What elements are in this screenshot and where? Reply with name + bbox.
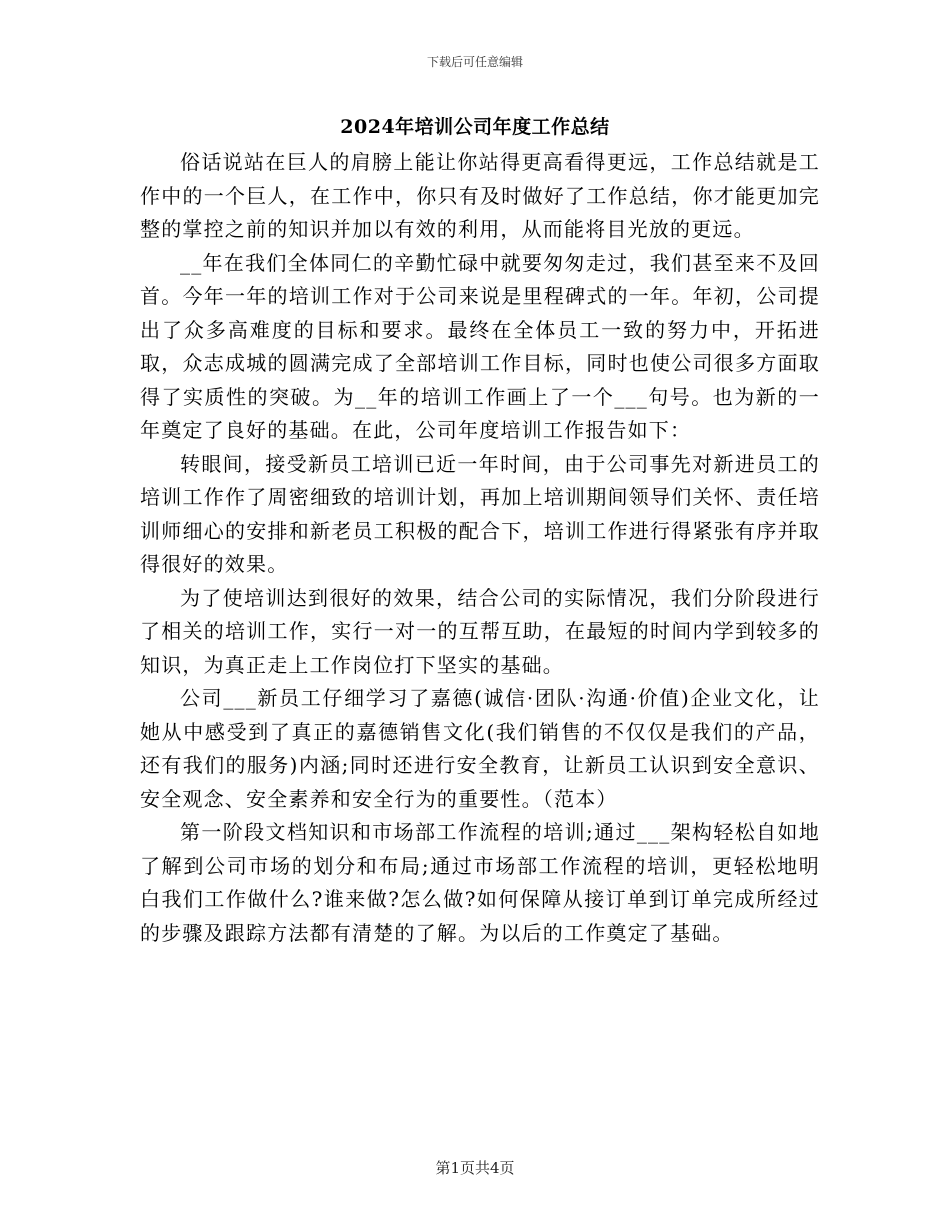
page-number: 第1页共4页 (435, 1159, 515, 1177)
paragraph: 为了使培训达到很好的效果，结合公司的实际情况，我们分阶段进行了相关的培训工作，实行一对一的互帮互助，在最短的时间内学到较多的知识，为真正走上工作岗位打下坚实的基础。 (140, 585, 820, 677)
document-title: 2024年培训公司年度工作总结 (340, 116, 610, 138)
paragraph: __年在我们全体同仁的辛勤忙碌中就要匆匆走过，我们甚至来不及回首。今年一年的培训工作对于公司来说是里程碑式的一年。年初，公司提出了众多高难度的目标和要求。最终在全体员工一致的努力中，开拓进取，众志成城的圆满完成了全部培训工作目标，同时也使公司很多方面取得了实质性的突破。为__年的培训工作画上了一个___句号。也为新的一年奠定了良好的基础。在此，公司年度培训工作报告如下： (140, 250, 820, 442)
paragraph: 转眼间，接受新员工培训已近一年时间，由于公司事先对新进员工的培训工作作了周密细致的培训计划，再加上培训期间领导们关怀、责任培训师细心的安排和新老员工积极的配合下，培训工作进行得紧张有序并取得很好的效果。 (140, 451, 820, 576)
paragraph: 俗话说站在巨人的肩膀上能让你站得更高看得更远，工作总结就是工作中的一个巨人，在工作中，你只有及时做好了工作总结，你才能更加完整的掌控之前的知识并加以有效的利用，从而能将目光放的更远。 (140, 150, 820, 241)
header-note: 下载后可任意编辑 (426, 55, 523, 69)
paragraph: 公司___新员工仔细学习了嘉德(诚信·团队·沟通·价值)企业文化，让她从中感受到了真正的嘉德销售文化(我们销售的不仅仅是我们的产品，还有我们的服务)内涵;同时还进行安全教育，让新员工认识到安全意识、安全观念、安全素养和安全行为的重要性。（范本） (140, 686, 820, 811)
document-body (140, 146, 820, 950)
paragraph: 第一阶段文档知识和市场部工作流程的培训;通过___架构轻松自如地了解到公司市场的划分和布局;通过市场部工作流程的培训，更轻松地明白我们工作做什么?谁来做?怎么做?如何保障从接订单到订单完成所经过的步骤及跟踪方法都有清楚的了解。为以后的工作奠定了基础。 (140, 820, 820, 945)
